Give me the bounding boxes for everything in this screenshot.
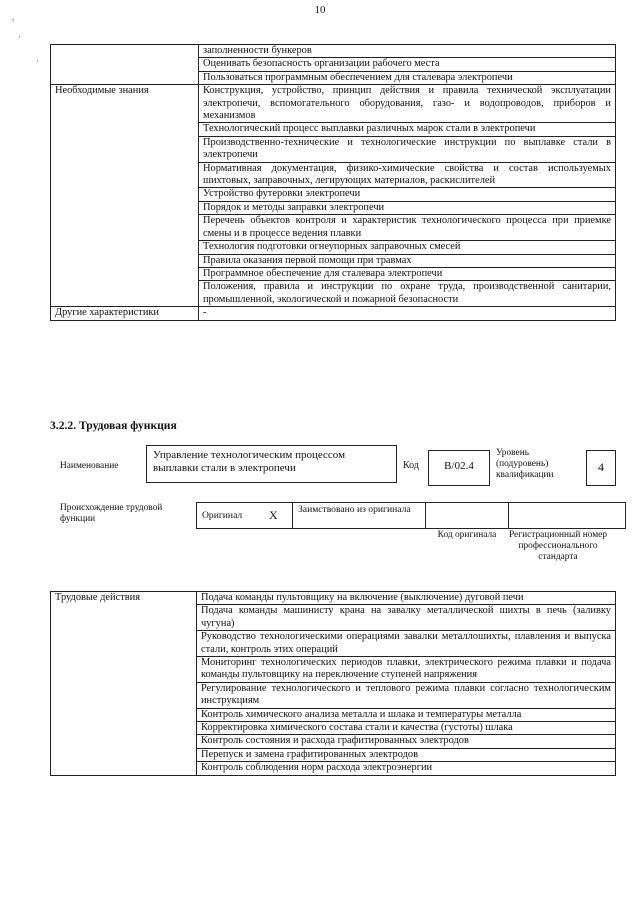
table-cell: Устройство футеровки электропечи <box>199 188 616 201</box>
table-cell: Программное обеспечение для сталевара электропечи <box>199 267 616 280</box>
table-cell: Корректировка химического состава стали и качества (густоты) шлака <box>197 722 616 735</box>
borrowed-label: Заимствовано из оригинала <box>293 503 426 529</box>
actions-table <box>50 591 616 776</box>
table-cell: Перечень объектов контроля и характеристик технологического процесса при приемке смены и в процессе ведения плавки <box>199 215 616 241</box>
table-cell: Контроль химического анализа металла и шлака и температуры металла <box>197 708 616 721</box>
table-cell: Пользоваться программным обеспечением для сталевара электропечи <box>199 71 616 84</box>
table-cell: Положения, правила и инструкции по охране труда, производственной санитарии, промышленной, экологической и пожарной безопасности <box>199 281 616 307</box>
margin-mark: · <box>36 56 39 66</box>
table-cell: Мониторинг технологических периодов плавки, электрического режима плавки и подача команды пультовщику на переключение ступеней напряжения <box>197 657 616 683</box>
table-cell: Подача команды машинисту крана на завалку металлической шихты в печь (заливку чугуна) <box>197 605 616 631</box>
table-row <box>51 592 616 605</box>
table-cell: Производственно-технические и технологические инструкции по выплавке стали в электропечи <box>199 136 616 162</box>
reg-number-cell <box>509 503 626 529</box>
row-header-actions: Трудовые действия <box>51 592 197 776</box>
table-cell: заполненности бункеров <box>199 45 616 58</box>
table-cell: Правила оказания первой помощи при травмах <box>199 254 616 267</box>
table-row <box>51 85 616 123</box>
code-label: Код <box>403 460 419 471</box>
code-box: B/02.4 <box>428 450 490 486</box>
original-label: Оригинал <box>197 503 268 529</box>
table-cell: Нормативная документация, физико-химические свойства и состав используемых шихтовых, заправочных, легирующих материалов, раскислителей <box>199 162 616 188</box>
row-header-other: Другие характеристики <box>51 307 199 320</box>
origin-table <box>196 502 626 529</box>
row-header-knowledge: Необходимые знания <box>51 85 199 307</box>
table-row <box>51 45 616 58</box>
table-cell: Контроль соблюдения норм расхода электроэнергии <box>197 762 616 775</box>
page-number: 10 <box>314 4 326 16</box>
level-label: Уровень (подуровень) квалификации <box>496 448 554 480</box>
margin-mark: · <box>18 32 21 42</box>
table-cell: Перепуск и замена графитированных электродов <box>197 748 616 761</box>
level-box: 4 <box>586 450 616 486</box>
original-mark: X <box>267 503 293 529</box>
table-cell: Руководство технологическими операциями завалки металлошихты, плавления и выпуска стали, контроль этих операций <box>197 631 616 657</box>
origin-label: Происхождение трудовой функции <box>60 503 163 524</box>
table-cell: Технология подготовки огнеупорных заправочных смесей <box>199 241 616 254</box>
reg-number-caption: Регистрационный номер профессионального стандарта <box>508 530 608 562</box>
section-title: 3.2.2. Трудовая функция <box>50 419 177 432</box>
table-cell: Подача команды пультовщику на включение (выключение) дуговой печи <box>197 592 616 605</box>
code-original-caption: Код оригинала <box>437 530 497 540</box>
function-name-box: Управление технологическим процессом выплавки стали в электропечи <box>146 445 397 483</box>
knowledge-table <box>50 44 616 321</box>
table-row <box>51 307 616 320</box>
table-cell: Конструкция, устройство, принцип действия и правила технической эксплуатации электропечи, вспомогательного оборудования, газо- и водопроводов, приборов и механизмов <box>199 85 616 123</box>
table-cell: Контроль состояния и расхода графитированных электродов <box>197 735 616 748</box>
code-original-cell <box>426 503 509 529</box>
table-cell: Регулирование технологического и теплового режима плавки согласно технологическим инструкциям <box>197 682 616 708</box>
row-header <box>51 45 199 85</box>
table-cell: Порядок и методы заправки электропечи <box>199 201 616 214</box>
table-cell: - <box>199 307 616 320</box>
table-cell: Технологический процесс выплавки различных марок стали в электропечи <box>199 123 616 136</box>
margin-mark: , <box>12 12 15 22</box>
table-cell: Оценивать безопасность организации рабочего места <box>199 58 616 71</box>
name-label: Наименование <box>60 461 119 471</box>
